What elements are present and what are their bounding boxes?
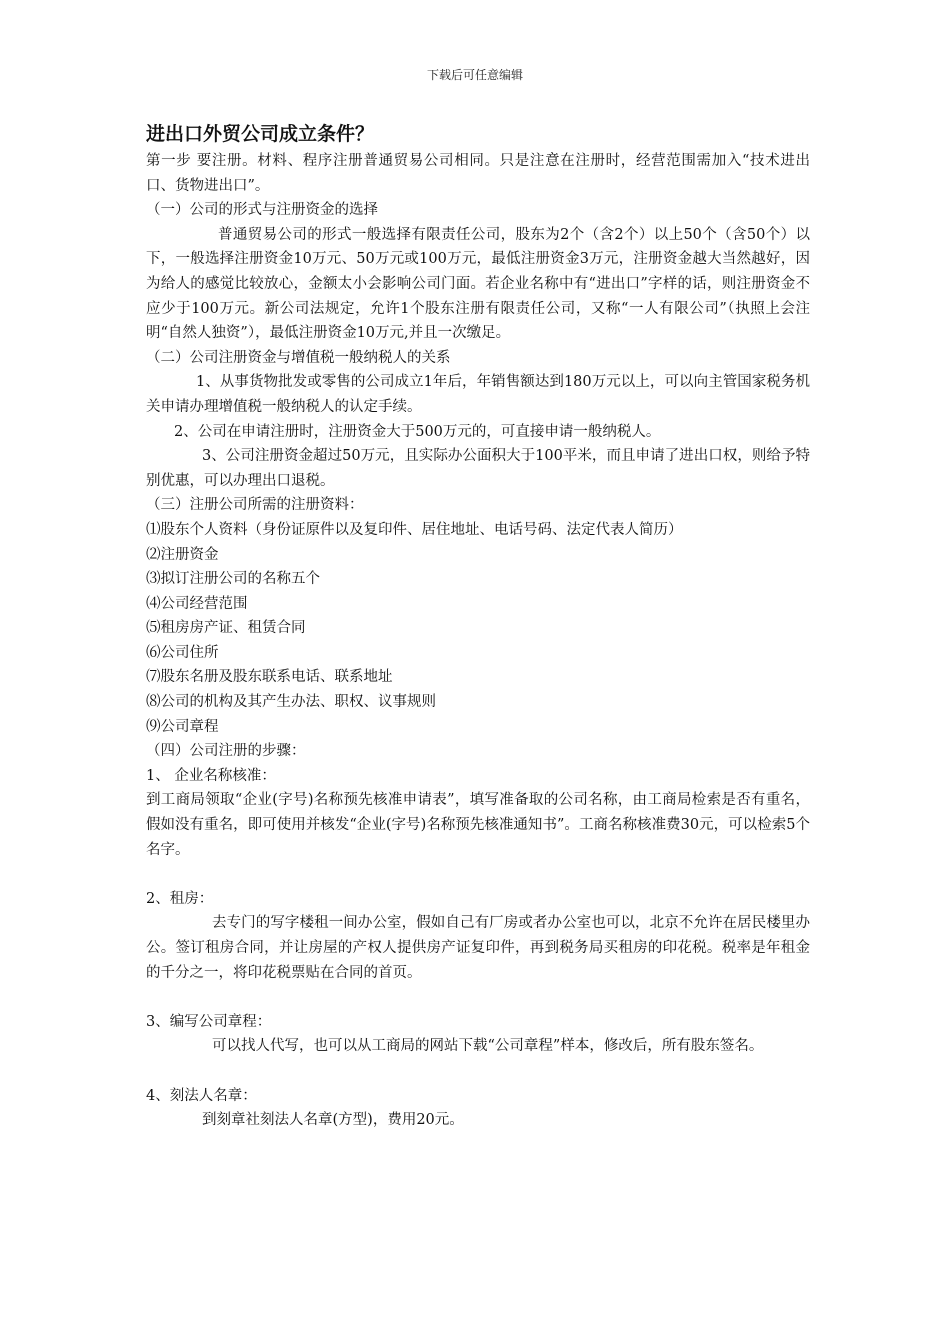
step-rent-body: 去专门的写字楼租一间办公室，假如自己有厂房或者办公室也可以，北京不允许在居民楼里办公。签订租房合同，并让房屋的产权人提供房产证复印件，再到税务局买租房的印花税。税率是年租金的千分之一，将印花税票贴在合同的首页。 bbox=[146, 915, 810, 981]
section4-heading: （四）公司注册的步骤： bbox=[146, 743, 306, 760]
spacer bbox=[146, 862, 810, 887]
material-item: ⑸租房房产证、租赁合同 bbox=[146, 620, 306, 637]
section2-item-1: 1、从事货物批发或零售的公司成立1年后，年销售额达到180万元以上，可以向主管国家税务机关申请办理增值税一般纳税人的认定手续。 bbox=[146, 374, 810, 415]
step-seal-heading: 4、刻法人名章： bbox=[146, 1087, 257, 1104]
section3-heading: （三）注册公司所需的注册资料： bbox=[146, 497, 364, 514]
page-header: 下载后可任意编辑 bbox=[426, 68, 523, 82]
step-name-approval-heading: 1、 企业名称核准： bbox=[146, 767, 276, 784]
step-seal-body: 到刻章社刻法人名章(方型)，费用20元。 bbox=[202, 1112, 464, 1129]
material-item: ⑹公司住所 bbox=[146, 644, 219, 661]
document-title: 进出口外贸公司成立条件？ bbox=[146, 123, 375, 145]
step-charter-body: 可以找人代写，也可以从工商局的网站下载“公司章程”样本，修改后，所有股东签名。 bbox=[212, 1038, 764, 1055]
section1-heading: （一）公司的形式与注册资金的选择 bbox=[146, 202, 378, 219]
section1-body: 普通贸易公司的形式一般选择有限责任公司，股东为2个（含2个）以上50个（含50个）以下，一般选择注册资金10万元、50万元或100万元，最低注册资金3万元，注册资金越大当然越好，因为给人的感觉比较放心，金额太小会影响公司门面。若企业名称中有“进出口”字样的话，则注册资金不应少于100万元。新公司法规定，允许1个股东注册有限责任公司，又称“一人有限公司”（执照上会注明“自然人独资”），最低注册资金10万元,并且一次缴足。 bbox=[146, 226, 810, 342]
section2-item-2: 2、公司在申请注册时，注册资金大于500万元的，可直接申请一般纳税人。 bbox=[174, 423, 661, 440]
material-item: ⑷公司经营范围 bbox=[146, 595, 248, 612]
section2-item-3: 3、公司注册资金超过50万元，且实际办公面积大于100平米，而且申请了进出口权，则给予特别优惠，可以办理出口退税。 bbox=[146, 448, 810, 489]
material-item: ⑵注册资金 bbox=[146, 546, 219, 563]
step1-paragraph: 第一步 要注册。材料、程序注册普通贸易公司相同。只是注意在注册时，经营范围需加入“技术进出口、货物进出口”。 bbox=[146, 153, 810, 194]
section2-heading: （二）公司注册资金与增值税一般纳税人的关系 bbox=[146, 349, 451, 366]
material-item: ⑼公司章程 bbox=[146, 718, 219, 735]
material-item: ⑺股东名册及股东联系电话、联系地址 bbox=[146, 669, 393, 686]
material-item: ⑻公司的机构及其产生办法、职权、议事规则 bbox=[146, 694, 436, 711]
spacer bbox=[146, 1059, 810, 1084]
document-body bbox=[146, 119, 810, 1133]
step-charter-heading: 3、编写公司章程： bbox=[146, 1013, 272, 1030]
material-item: ⑴股东个人资料（身份证原件以及复印件、居住地址、电话号码、法定代表人简历） bbox=[146, 521, 683, 538]
step-name-approval-body: 到工商局领取“企业(字号)名称预先核准申请表”，填写准备取的公司名称，由工商局检索是否有重名，假如没有重名，即可使用并核发“企业(字号)名称预先核准通知书”。工商名称核准费30元，可以检索5个名字。 bbox=[146, 792, 810, 858]
spacer bbox=[146, 985, 810, 1010]
step-rent-heading: 2、租房： bbox=[146, 890, 214, 907]
material-item: ⑶拟订注册公司的名称五个 bbox=[146, 571, 320, 588]
